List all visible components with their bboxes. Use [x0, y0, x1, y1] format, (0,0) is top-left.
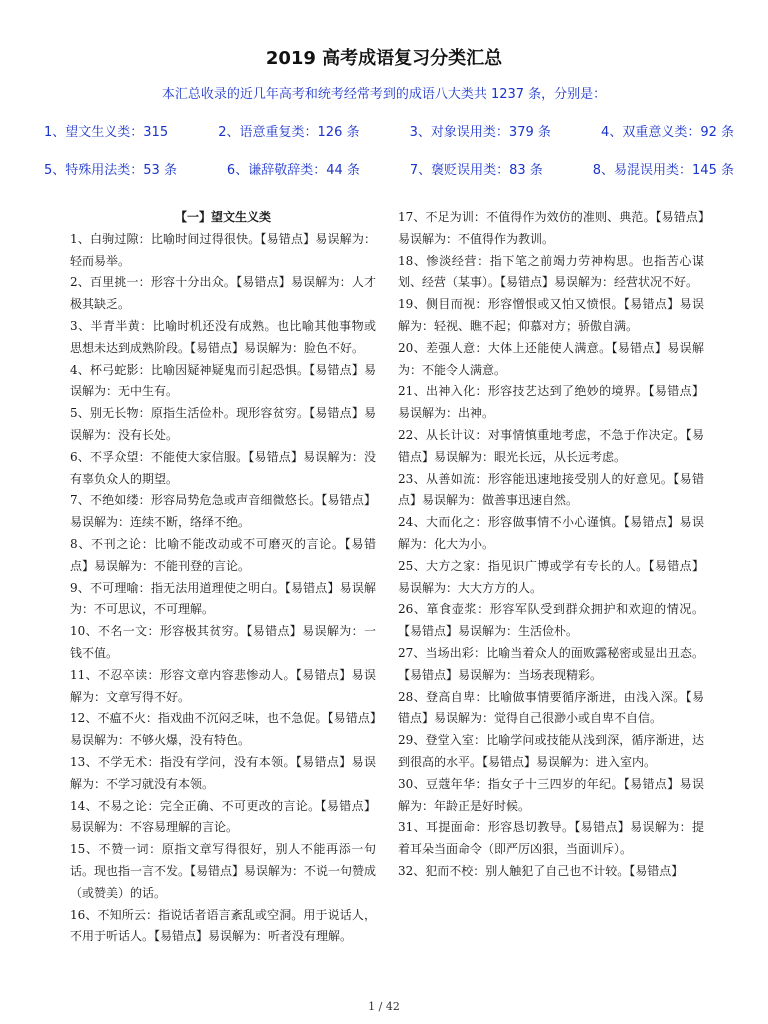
idiom-entry: 4、杯弓蛇影：比喻因疑神疑鬼而引起恐惧。【易错点】易误解为：无中生有。	[70, 362, 376, 399]
idiom-entry: 19、侧目而视：形容憎恨或又怕又愤恨。【易错点】易误解为：轻视、瞧不起；仰慕对方；骄傲自满。	[398, 297, 704, 333]
category-item: 8、易混误用类：145 条	[592, 163, 734, 178]
category-item: 4、双重意义类：92 条	[601, 125, 734, 140]
idiom-entry: 7、不绝如缕：形容局势危急或声音细微悠长。【易错点】易误解为：连续不断，络绎不绝。	[70, 493, 376, 530]
idiom-entry: 26、箪食壶浆：形容军队受到群众拥护和欢迎的情况。【易错点】易误解为：生活俭朴。	[398, 602, 704, 639]
idiom-entry: 3、半青半黄：比喻时机还没有成熟。也比喻其他事物或思想未达到成熟阶段。【易错点】易误解为：脸色不好。	[70, 318, 376, 355]
idiom-entry: 11、不忍卒读：形容文章内容悲惨动人。【易错点】易误解为：文章写得不好。	[70, 667, 376, 704]
category-item: 1、望文生义类：315	[44, 125, 169, 140]
idiom-entry: 31、耳提面命：形容恳切教导。【易错点】易误解为：提着耳朵当面命令（即严厉凶狠，当面训斥）。	[398, 820, 704, 857]
idiom-entry: 22、从长计议：对事情慎重地考虑，不急于作决定。【易错点】易误解为：眼光长远，从长远考虑。	[398, 427, 704, 464]
idiom-entry: 25、大方之家：指见识广博或学有专长的人。【易错点】易误解为：大大方方的人。	[398, 558, 704, 595]
idiom-entry: 6、不孚众望：不能使大家信服。【易错点】易误解为：没有辜负众人的期望。	[70, 449, 376, 486]
category-item: 2、语意重复类：126 条	[218, 125, 360, 140]
right-column	[398, 207, 704, 883]
idiom-entry: 12、不瘟不火：指戏曲不沉闷乏味，也不急促。【易错点】易误解为：不够火爆，没有特色。	[70, 711, 376, 748]
idiom-entry: 21、出神入化：形容技艺达到了绝妙的境界。【易错点】易误解为：出神。	[398, 384, 704, 421]
idiom-entry: 1、白驹过隙：比喻时间过得很快。【易错点】易误解为：轻而易举。	[70, 231, 376, 268]
idiom-entry: 10、不名一文：形容极其贫穷。【易错点】易误解为：一钱不值。	[70, 624, 376, 660]
idiom-entry: 20、差强人意：大体上还能使人满意。【易错点】易误解为：不能令人满意。	[398, 340, 704, 377]
idiom-entry: 9、不可理喻：指无法用道理使之明白。【易错点】易误解为：不可思议，不可理解。	[70, 580, 376, 617]
category-item: 5、特殊用法类：53 条	[44, 163, 177, 178]
idiom-entry: 24、大而化之：形容做事情不小心谨慎。【易错点】易误解为：化大为小。	[398, 515, 704, 551]
idiom-entry: 8、不刊之论：比喻不能改动或不可磨灭的言论。【易错点】易误解为：不能刊登的言论。	[70, 536, 376, 573]
idiom-entry: 32、犯而不校：别人触犯了自己也不计较。【易错点】	[398, 863, 684, 878]
idiom-entry: 23、从善如流：形容能迅速地接受别人的好意见。【易错点】易误解为：做善事迅速自然。	[398, 471, 704, 508]
category-item: 6、谦辞敬辞类：44 条	[226, 163, 360, 178]
left-column	[70, 207, 376, 948]
idiom-entry: 16、不知所云：指说话者语言紊乱或空洞。用于说话人，不用于听话人。【易错点】易误解为：听者没有理解。	[70, 907, 376, 944]
idiom-entry: 15、不赞一词：原指文章写得很好，别人不能再添一句话。现也指一言不发。【易错点】易误解为：不说一句赞成（或赞美）的话。	[70, 842, 377, 900]
idiom-entry: 2、百里挑一：形容十分出众。【易错点】易误解为：人才极其缺乏。	[70, 275, 376, 312]
idiom-entry: 18、惨淡经营：指下笔之前竭力劳神构思。也指苦心谋划、经营（某事）。【易错点】易误解为：经营状况不好。	[398, 253, 704, 290]
intro-text: 本汇总收录的近几年高考和统考经常考到的成语八大类共 1237 条，分别是：	[161, 87, 607, 102]
category-summary-row-2	[44, 159, 734, 178]
idiom-entry: 5、别无长物：原指生活俭朴。现形容贫穷。【易错点】易误解为：没有长处。	[70, 406, 376, 442]
idiom-entry: 30、豆蔻年华：指女子十三四岁的年纪。【易错点】易误解为：年龄正是好时候。	[398, 776, 704, 813]
idiom-entry: 28、登高自卑：比喻做事情要循序渐进，由浅入深。【易错点】易误解为：觉得自己很渺小或自卑不自信。	[398, 689, 704, 726]
category-summary-row-1	[44, 121, 734, 140]
idiom-entry: 13、不学无术：指没有学问，没有本领。【易错点】易误解为：不学习就没有本领。	[70, 754, 376, 791]
idiom-entry: 17、不足为训：不值得作为效仿的准则、典范。【易错点】易误解为：不值得作为教训。	[398, 210, 704, 246]
idiom-entry: 27、当场出彩：比喻当着众人的面败露秘密或显出丑态。【易错点】易误解为：当场表现精彩。	[398, 645, 704, 682]
idiom-entry: 29、登堂入室：比喻学问或技能从浅到深，循序渐进，达到很高的水平。【易错点】易误解为：进入室内。	[398, 733, 704, 769]
idiom-entry: 14、不易之论：完全正确、不可更改的言论。【易错点】易误解为：不容易理解的言论。	[70, 798, 376, 835]
section-heading: 【一】望文生义类	[174, 210, 271, 224]
document-title: 2019 高考成语复习分类汇总	[265, 48, 503, 69]
category-item: 3、对象误用类：379 条	[409, 125, 551, 140]
page-number: 1 / 42	[368, 1000, 400, 1013]
category-item: 7、褒贬误用类：83 条	[409, 163, 543, 178]
